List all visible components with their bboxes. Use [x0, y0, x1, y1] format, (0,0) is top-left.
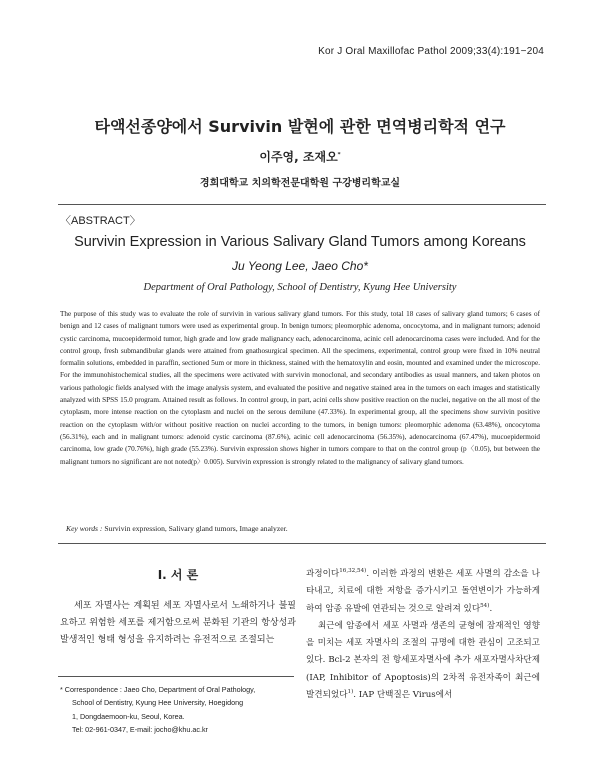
korean-authors: [0, 148, 600, 165]
left-column-paragraph: 세포 자멸사는 계획된 세포 자멸사로서 노쇄하거나 불필요하고 위험한 세포를 제거함으로써 분화된 기관의 항상성과 발생적인 형태 형성을 유지하려는 유전적으로 조절되는: [60, 601, 296, 646]
paragraph-text: .: [489, 603, 493, 614]
right-paragraph-2: [306, 618, 540, 704]
right-column: [306, 566, 540, 704]
abstract-body: The purpose of this study was to evaluate the role of survivin in various salivary gland tumors. For this study, total 18 cases of salivary gland tumors; 6 cases of benign and 12 cases of malignant tumors were used as experimental group. In benign tumors; pleomorphic adenoma, oncocytoma, and in malignant tumors; adenoid cystic carcinoma, mucoepidermoid tumor, high grade and low grade malignancy each, adenocarcinoma, acinic cell adenocarcinoma cases were included. And for the control group, fresh submandibular glands were attained from gnathosurgical specimen. All the specimens, experimental, control group were fixed in 10% neutral formalin solutions, embedded in paraffin, sectioned 5um or more in thickness, stained with the hematoxylin and eosin, mounted and examined under the microscope. For the immunohistochemical studies, all the specimens were activated with survivin monoclonal, and secondary antibodies as usual manners, and taken photos on various pathologic fields analysed with the image analysis system, and evaluated the positive and negative stained area in the tumors on each images and statistically analyzed with SPSS 15.0 program. Attained result as follows. In control group, in part, acini cells show positive reaction on the nuclei, negative on the all most of the cytoplasm, more intense reaction on the cytoplasm and nuclei on the serous demilune (47.33%). In experimental group, all the specimens show survivin positive reaction on the cytoplasm with/or without positive reaction on nuclei according to the tumors, in benign tumors: pleomorphic adenoma (63.48%), oncocytoma (56.31%), each and in malignant tumors: adenoid cystic carcinoma (87.6%), acinic cell adenocarcinoma (56.35%), adenocarcinoma (67.47%), mucoepidermoid carcinoma, low grade (70.76%), high grade (55.23%). Survivin expression shows higher in tumors compare to that on the control group (p〈0.05), but between the malignant tumors no significant are not noted(p〉0.005). Survivin expression is strongly related to the malignancy of salivary gland tumors.: [60, 310, 540, 466]
keywords-text: Survivin expression, Salivary gland tumors, Image analyzer.: [104, 524, 288, 533]
paragraph-text: 최근에 암종에서 세포 사멸과 생존의 균형에 잠재적인 영향을 미치는 세포 자멸사의 조절의 규명에 대한 관심이 고조되고 있다. Bcl-2 본자의 전 항세포자멸사에 추가 새포자멸사차단제(IAP, Inhibitor of Apoptosis)의 2차적 유전자족이 최근에 발견되었다: [306, 620, 540, 701]
footnote-line: School of Dentistry, Kyung Hee University, Hoegidong: [72, 698, 244, 708]
journal-reference: Kor J Oral Maxillofac Pathol 2009;33(4):191−204: [318, 46, 544, 57]
english-title: Survivin Expression in Various Salivary Gland Tumors among Koreans: [74, 234, 526, 250]
citation: 1): [347, 689, 354, 696]
abstract-label: 〈ABSTRACT〉: [60, 215, 141, 227]
abstract-divider: [58, 543, 546, 544]
footnote-line: 1, Dongdaemoon-ku, Seoul, Korea.: [72, 711, 185, 721]
citation: 54): [480, 602, 490, 609]
section-heading: I. 서 론: [157, 568, 199, 582]
korean-author-names: 이주영, 조재오: [259, 150, 338, 164]
paragraph-text: 과정이다: [306, 569, 340, 579]
footnote: [60, 683, 296, 736]
footnote-line: * Correspondence : Jaeo Cho, Department of Oral Pathology,: [60, 685, 256, 694]
top-divider: [58, 204, 546, 205]
korean-title: 타액선종양에서 Survivin 발현에 관한 면역병리학적 연구: [94, 117, 506, 136]
korean-affiliation: 경희대학교 치의학전문대학원 구강병리학교실: [199, 178, 401, 189]
keywords: [66, 524, 288, 533]
english-authors: Ju Yeong Lee, Jaeo Cho*: [232, 259, 368, 273]
footnote-divider: [58, 676, 294, 677]
keywords-label: Key words :: [66, 524, 103, 533]
footnote-line: Tel: 02-961-0347, E-mail: jocho@khu.ac.kr: [72, 724, 208, 734]
paragraph-text: . IAP 단백질은 Virus에서: [353, 690, 453, 701]
corresponding-mark: *: [337, 152, 341, 158]
citation: 16,32,54): [339, 568, 367, 575]
english-affiliation: Department of Oral Pathology, School of Dentistry, Kyung Hee University: [143, 282, 457, 293]
right-paragraph-1: [306, 566, 540, 618]
paragraph-text: . 이러한 과정의 변환은 세포 사멸의 감소을 나타내고, 치료에 대한 저항을 증가시키고 돌연변이가 가능하게 하여 암종 유발에 연관되는 것으로 알려져 있다: [306, 569, 540, 614]
